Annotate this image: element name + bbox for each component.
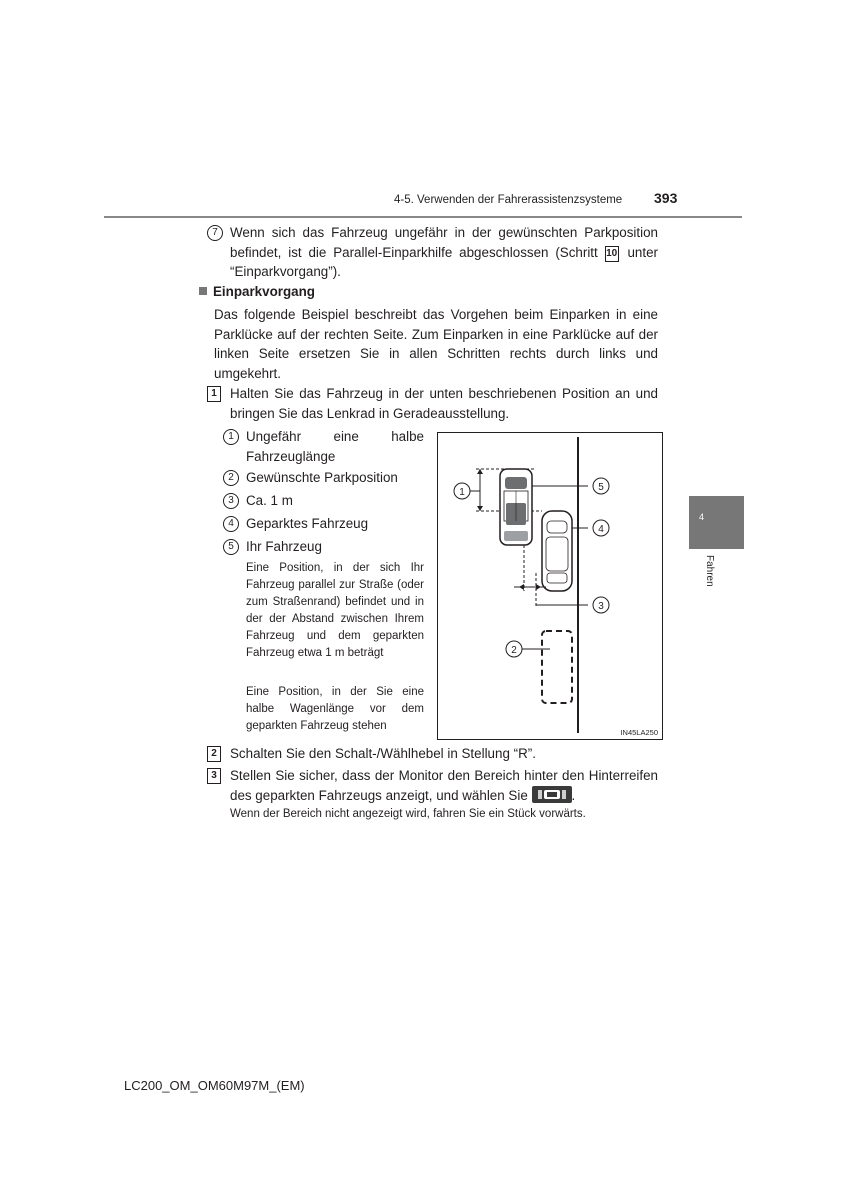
callout-2 — [506, 641, 522, 657]
dim1-arrow-down-icon — [477, 506, 483, 511]
callout-4-label: 4 — [598, 524, 604, 535]
parked-vehicle-icon — [542, 511, 572, 591]
step-3-note: Wenn der Bereich nicht angezeigt wird, fahren Sie ein Stück vorwärts. — [230, 808, 586, 820]
step-3-text-after: . — [571, 787, 576, 803]
page-number: 393 — [654, 190, 678, 206]
step-7-text-after: unter “Einparkvorgang”). — [230, 244, 659, 279]
step-2-text: Schalten Sie den Schalt-/Wählhebel in Stellung “R”. — [230, 746, 536, 761]
callout-5-label: 5 — [598, 482, 604, 493]
legend-2-marker: 2 — [223, 470, 239, 486]
dim3-arrow-right-icon — [536, 584, 541, 590]
legend-note-1: Eine Position, in der sich Ihr Fahrzeug parallel zur Straße (oder zum Straßenrand) befindet und in der der Abstand zwischen Ihrem Fahrzeug und dem geparkten Fahrzeug etwa 1 m beträgt — [246, 562, 424, 659]
heading-bullet-icon — [199, 287, 207, 295]
camera-view-button[interactable] — [532, 786, 572, 803]
parking-diagram-svg — [438, 433, 662, 739]
step-ref-box: 10 — [605, 246, 619, 262]
parking-diagram — [437, 432, 663, 740]
image-code: IN45LA250 — [620, 728, 658, 737]
chapter-tab-number: 4 — [699, 512, 705, 522]
callout-2-label: 2 — [511, 645, 517, 656]
step-7-text-before: Wenn sich das Fahrzeug ungefähr in der gewünschten Parkposition befindet, ist die Parallel-Einparkhilfe abgeschlossen (Schritt — [230, 225, 658, 260]
step-3-text — [230, 766, 658, 805]
legend-4-marker: 4 — [223, 516, 239, 532]
chapter-tab-label: Fahren — [704, 555, 715, 587]
step-1-number: 1 — [207, 386, 221, 402]
callout-1 — [454, 483, 470, 499]
step-7-text — [230, 223, 658, 282]
callout-1-label: 1 — [459, 487, 465, 498]
step-3-text-before: Stellen Sie sicher, dass der Monitor den Bereich hinter den Hinterreifen des geparkten Fahrzeugs anzeigt, und wählen Sie — [230, 768, 658, 803]
dim3-arrow-left-icon — [519, 584, 524, 590]
step-3-number: 3 — [207, 768, 221, 784]
section-heading — [199, 284, 315, 299]
legend-note-2: Eine Position, in der Sie eine halbe Wagenlänge vor dem geparkten Fahrzeug stehen — [246, 686, 424, 732]
legend-4-label: Geparktes Fahrzeug — [246, 516, 369, 531]
step-7-marker: 7 — [207, 225, 223, 241]
legend-1-label: Ungefähr eine halbe Fahrzeuglänge — [246, 429, 424, 464]
camera-view-icon — [532, 786, 572, 803]
dim1-arrow-up-icon — [477, 469, 483, 474]
section-title: 4-5. Verwenden der Fahrerassistenzsysteme — [394, 194, 623, 206]
legend-3-marker: 3 — [223, 493, 239, 509]
section-heading-label: Einparkvorgang — [213, 284, 315, 299]
target-parking-space — [542, 631, 572, 703]
legend-1-marker: 1 — [223, 429, 239, 445]
callout-3-label: 3 — [598, 601, 604, 612]
callout-5 — [593, 478, 609, 494]
section-intro: Das folgende Beispiel beschreibt das Vorgehen beim Einparken in eine Parklücke auf der rechten Seite. Zum Einparken in eine Parklücke auf der linken Seite ersetzen Sie in allen Schritten rechts durch links und umgekehrt. — [214, 307, 658, 381]
footer-code: LC200_OM_OM60M97M_(EM) — [124, 1078, 305, 1093]
callout-3 — [593, 597, 609, 613]
header-rule — [104, 216, 742, 218]
step-1-text: Halten Sie das Fahrzeug in der unten beschriebenen Position an und bringen Sie das Lenkrad in Geradeausstellung. — [230, 386, 658, 421]
legend-5-label: Ihr Fahrzeug — [246, 539, 322, 554]
callout-4 — [593, 520, 609, 536]
chapter-tab[interactable] — [689, 496, 744, 549]
own-vehicle-icon — [500, 469, 532, 545]
legend-2-label: Gewünschte Parkposition — [246, 470, 398, 485]
legend-5-marker: 5 — [223, 539, 239, 555]
step-2-number: 2 — [207, 746, 221, 762]
legend-3-label: Ca. 1 m — [246, 493, 293, 508]
